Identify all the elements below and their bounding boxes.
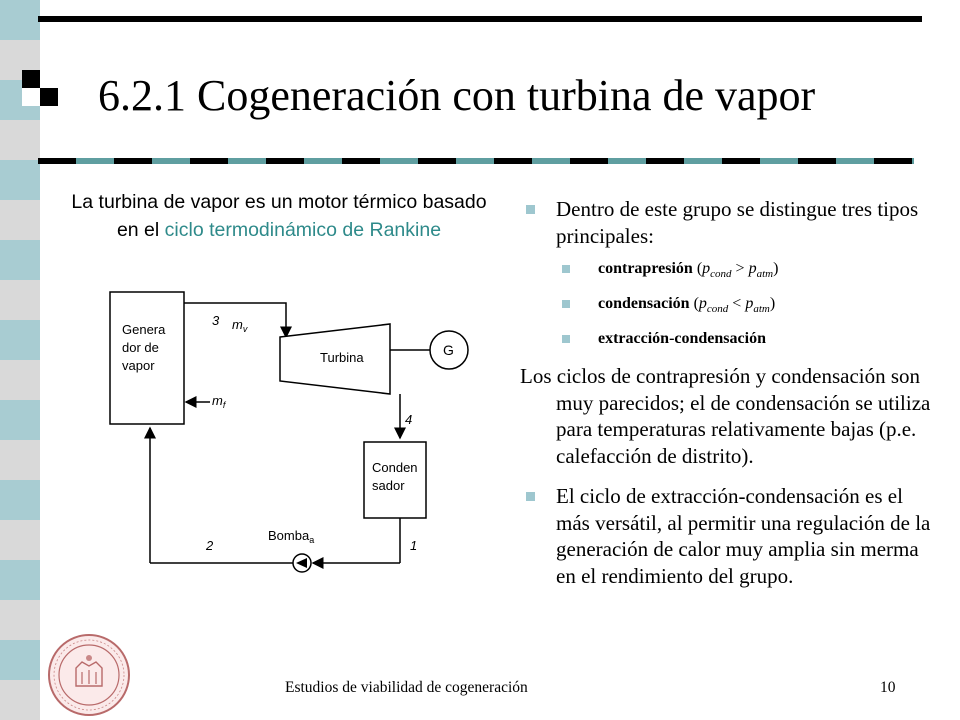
type-item-contrapresion bbox=[520, 259, 940, 284]
right-text-column bbox=[520, 196, 940, 589]
generator-label-3: vapor bbox=[122, 358, 155, 373]
caption-line-1: La turbina de vapor es un motor térmico basado bbox=[71, 191, 487, 213]
condenser-label-2: sador bbox=[372, 478, 405, 493]
intro-bullet bbox=[520, 196, 940, 249]
strip-cell bbox=[0, 120, 40, 160]
rule-segment bbox=[722, 158, 760, 164]
p-symbol: p bbox=[702, 260, 711, 277]
strip-cell bbox=[0, 360, 40, 400]
point-2-label: 2 bbox=[206, 538, 214, 553]
generator-label-1: Genera bbox=[122, 322, 166, 337]
strip-cell bbox=[0, 680, 40, 720]
page-title: 6.2.1 Cogeneración con turbina de vapor bbox=[98, 71, 816, 120]
type-item-extraccion bbox=[520, 329, 940, 349]
strip-cell bbox=[0, 200, 40, 240]
mf-label: $m_f$ bbox=[212, 393, 226, 410]
rule-segment bbox=[874, 158, 912, 164]
closing-text: El ciclo de extracción-condensación es el más versátil, al permitir una regulación de la generación de calor muy amplia sin merma en el rendimiento del grupo. bbox=[556, 484, 931, 588]
bullet-square-icon bbox=[562, 300, 570, 308]
rule-segment bbox=[608, 158, 646, 164]
rule-segment bbox=[684, 158, 722, 164]
rule-segment bbox=[912, 158, 914, 164]
intro-text: Dentro de este grupo se distingue tres tipos principales: bbox=[556, 197, 919, 248]
comparison-paragraph: Los ciclos de contrapresión y condensación son muy parecidos; el de condensación se utiliza para temperaturas relativamente bajas (p.e. calefacción de distrito). bbox=[520, 364, 931, 468]
bullet-square-icon bbox=[526, 492, 535, 501]
strip-cell bbox=[0, 0, 40, 40]
bullet-square-icon bbox=[562, 265, 570, 273]
p-symbol: p bbox=[748, 260, 757, 277]
bullet-square-icon bbox=[526, 205, 535, 214]
p-subscript: atm bbox=[753, 303, 770, 316]
rule-segment bbox=[418, 158, 456, 164]
diagram-caption bbox=[64, 188, 494, 244]
pump-label: Bomba$_a$ bbox=[268, 528, 315, 545]
rule-segment bbox=[266, 158, 304, 164]
p-symbol: p bbox=[745, 295, 754, 313]
generator-g-label: G bbox=[443, 342, 454, 358]
p-symbol: p bbox=[698, 295, 707, 313]
strip-cell bbox=[0, 400, 40, 440]
type-operator: < bbox=[728, 295, 746, 313]
strip-cell bbox=[0, 320, 40, 360]
rule-segment bbox=[152, 158, 190, 164]
rule-segment bbox=[342, 158, 380, 164]
type-name: contrapresión bbox=[598, 260, 693, 277]
strip-cell bbox=[0, 240, 40, 280]
type-item-condensacion bbox=[520, 294, 940, 319]
p-subscript: cond bbox=[710, 268, 732, 281]
mv-label: $m_v$ bbox=[232, 317, 248, 334]
closing-bullet bbox=[520, 483, 940, 589]
type-name: extracción-condensación bbox=[598, 330, 766, 348]
point-1-label: 1 bbox=[410, 538, 418, 553]
strip-cell bbox=[0, 280, 40, 320]
strip-cell bbox=[0, 640, 40, 680]
rankine-cycle-diagram bbox=[100, 270, 520, 590]
rule-segment bbox=[570, 158, 608, 164]
caption-prefix: en el bbox=[116, 219, 165, 241]
bullet-square-icon bbox=[562, 335, 570, 343]
rule-segment bbox=[836, 158, 874, 164]
rule-segment bbox=[190, 158, 228, 164]
rule-segment bbox=[646, 158, 684, 164]
page-number: 10 bbox=[880, 679, 896, 696]
p-subscript: atm bbox=[756, 268, 774, 281]
footer-text: Estudios de viabilidad de cogeneración bbox=[285, 679, 528, 696]
type-name: condensación bbox=[598, 295, 690, 313]
condenser-label-1: Conden bbox=[372, 460, 418, 475]
strip-cell bbox=[0, 520, 40, 560]
rule-segment bbox=[228, 158, 266, 164]
point-3-label: 3 bbox=[212, 313, 220, 328]
p-subscript: cond bbox=[706, 303, 729, 316]
point-4-label: 4 bbox=[405, 412, 413, 427]
rule-segment bbox=[304, 158, 342, 164]
title-dashed-rule bbox=[38, 158, 914, 164]
type-paren-open: ( bbox=[689, 295, 699, 313]
turbine-label: Turbina bbox=[320, 350, 364, 365]
strip-cell bbox=[0, 480, 40, 520]
rule-segment bbox=[456, 158, 494, 164]
type-paren-close: ) bbox=[769, 295, 776, 313]
rule-segment bbox=[760, 158, 798, 164]
strip-cell bbox=[0, 160, 40, 200]
title-top-rule bbox=[38, 16, 922, 22]
decorative-side-strip bbox=[0, 0, 40, 720]
strip-cell bbox=[0, 440, 40, 480]
rule-segment bbox=[494, 158, 532, 164]
strip-cell bbox=[0, 600, 40, 640]
rule-segment bbox=[380, 158, 418, 164]
rule-segment bbox=[76, 158, 114, 164]
strip-cell bbox=[0, 560, 40, 600]
type-operator: > bbox=[731, 260, 749, 277]
rankine-link-text: ciclo termodinámico de Rankine bbox=[164, 219, 442, 241]
type-paren-open: ( bbox=[692, 260, 703, 277]
rule-segment bbox=[798, 158, 836, 164]
type-paren-close: ) bbox=[773, 260, 779, 277]
rule-segment bbox=[532, 158, 570, 164]
university-seal-logo bbox=[46, 632, 132, 718]
generator-label-2: dor de bbox=[122, 340, 159, 355]
rule-segment bbox=[114, 158, 152, 164]
title-checker-icon bbox=[22, 70, 58, 106]
rule-segment bbox=[38, 158, 76, 164]
